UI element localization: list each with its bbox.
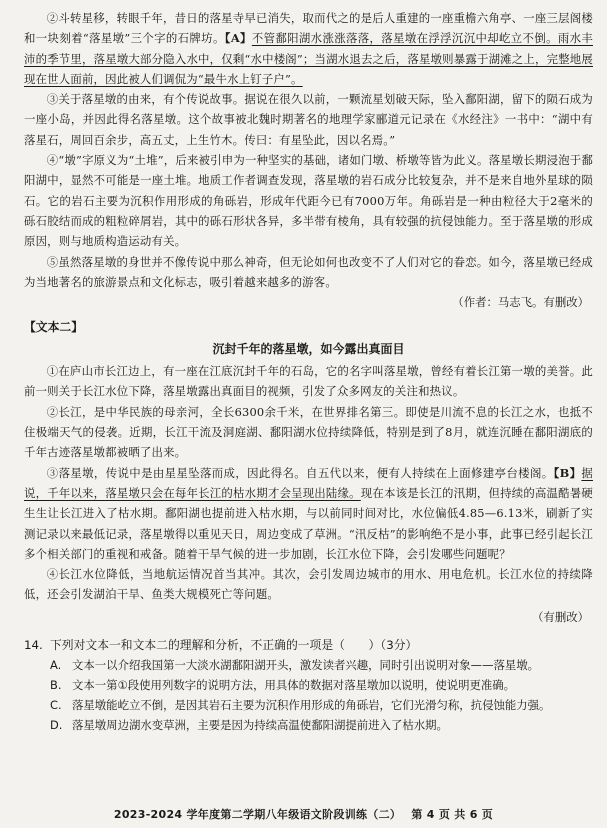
option-a — [24, 655, 593, 675]
text2-label: 【文本二】 — [24, 320, 83, 335]
text2-paragraph-2: ②长江，是中华民族的母亲河，全长6300余千米，在世界排名第三。即使是川流不息的长江之水，也抵不住极端天气的侵袭。近期，长江干流及洞庭湖、鄱阳湖水位持续降低，特别是到了8月，就连沉睡在鄱阳湖底的千年古迹落星墩都被晒了出来。 — [24, 404, 593, 460]
option-d — [24, 715, 593, 735]
option-letter: D. — [50, 717, 63, 732]
option-text: 落星墩周边湖水变草洲，主要是因为持续高温使鄱阳湖提前进入了枯水期。 — [72, 717, 448, 732]
underlined-sentence-a: 不管鄱阳湖水涨涨落落，落星墩在浮浮沉沉中却屹立不倒。雨水丰沛的季节里，落星墩大部分隐入水中，仅剩“水中楼阁”；当湖水退去之后，落星墩则暴露于湖滩之上，完整地展现在世人面前，因此被人们调侃为“最牛水上钉子户”。 — [24, 31, 593, 86]
option-text: 落星墩能屹立不倒，是因其岩石主要为沉积作用形成的角砾岩，它们光滑匀称，抗侵蚀能力强。 — [72, 697, 551, 712]
underlined-sentence-b: 据说，千年以来，落星墩只会在每年长江的枯水期才会呈现出陆缘。 — [24, 465, 593, 500]
text1-paragraph-3: ③关于落星墩的由来，有个传说故事。据说在很久以前，一颗流星划破天际，坠入鄱阳湖，留下的陨石成为一座小岛，并因此得名落星墩。这个故事被北魏时期著名的地理学家郦道元记录在《水经注》一书中：“湖中有落星石，周回百余步，高五丈，上生竹木。传曰：有星坠此，因以名焉。” — [24, 92, 593, 147]
revised-note: （有删改） — [532, 609, 589, 624]
question-number: 14. — [24, 637, 43, 652]
text2-paragraph-4: ④长江水位降低，当地航运情况首当其冲。其次，会引发周边城市的用水、用电危机。长江水位的持续降低，还会引发湖泊干旱、鱼类大规模死亡等问题。 — [24, 567, 593, 602]
option-b — [24, 675, 593, 695]
option-letter: C. — [50, 697, 62, 712]
text2-title: 沉封千年的落星墩，如今露出真面目 — [212, 342, 405, 357]
text2-paragraph-1: ①在庐山市长江边上，有一座在江底沉封千年的石岛，它的名字叫落星墩，曾经有着长江第一墩的美誉。此前一则关于长江水位下降，落星墩露出真面目的视频，引发了众多网友的关注和热议。 — [24, 364, 593, 399]
option-text: 文本一第①段使用列数字的说明方法，用具体的数据对落星墩加以说明，使说明更准确。 — [72, 677, 516, 692]
option-text: 文本一以介绍我国第一大淡水湖鄱阳湖开头，激发读者兴趣，同时引出说明对象——落星墩。 — [72, 657, 540, 672]
option-c — [24, 695, 593, 715]
exam-title: 2023-2024 学年度第二学期八年级语文阶段训练（二） — [113, 808, 402, 821]
question-stem: 下列对文本一和文本二的理解和分析，不正确的一项是（ ）（3分） — [50, 637, 418, 652]
option-letter: A. — [50, 657, 62, 672]
text2-paragraph-3: ③落星墩，传说中是由星星坠落而成，因此得名。自五代以来，便有人持续在上面修建亭台楼阁。【B】据说，千年以来，落星墩只会在每年长江的枯水期才会呈现出陆缘。现在本该是长江的汛期，但持续的高温酷暑硬生生让长江进入了枯水期。鄱阳湖也提前进入枯水期，与以前同时间对比，水位偏低4.85—6.13米，刷新了实测记录以来最低记录，落星墩得以重见天日，周边变成了草洲。“汛反枯”的影响绝不是小事，此事已经引起长江多个相关部门的重视和戒备。随着干旱气候的进一步加剧，长江水位下降，会引发哪些问题呢？ — [24, 465, 593, 561]
text1-paragraph-2: ②斗转星移，转眼千年，昔日的落星寺早已消失，取而代之的是后人重建的一座重檐六角亭、一座三层阁楼和一块刻着“落星墩”三个字的石牌坊。【A】不管鄱阳湖水涨涨落落，落星墩在浮浮沉沉中却屹立不倒。雨水丰沛的季节里，落星墩大部分隐入水中，仅剩“水中楼阁”；当湖水退去之后，落星墩则暴露于湖滩之上，完整地展现在世人面前，因此被人们调侃为“最牛水上钉子户”。 — [24, 11, 593, 86]
page-footer — [0, 806, 607, 822]
text1-paragraph-4: ④“墩”字原义为“土堆”，后来被引申为一种坚实的基础，诸如门墩、桥墩等皆为此义。落星墩长期浸泡于鄱阳湖中，显然不可能是一座土堆。地质工作者调查发现，落星墩的岩石成分比较复杂，并不是来自地外星球的陨石。它的岩石主要为沉积作用形成的角砾岩，形成年代距今已有7000万年。角砾岩是一种由粒径大于2毫米的砾石胶结而成的粗粒碎屑岩，其中的砾石形状各异，多半带有棱角，具有较强的抗侵蚀能力。至于落星墩的形成原因，则与地质构造运动有关。 — [24, 153, 593, 249]
page-number: 第 4 页 共 6 页 — [411, 808, 494, 821]
mark-b: 【B】 — [553, 465, 582, 480]
option-letter: B. — [50, 677, 62, 692]
question-14 — [24, 635, 593, 655]
mark-a: 【A】 — [224, 31, 252, 46]
text1-paragraph-5: ⑤虽然落星墩的身世并不像传说中那么神奇，但无论如何也改变不了人们对它的眷恋。如今，落星墩已经成为当地著名的旅游景点和文化标志，吸引着越来越多的游客。 — [24, 254, 593, 289]
author-credit: （作者：马志飞。有删改） — [452, 295, 589, 310]
